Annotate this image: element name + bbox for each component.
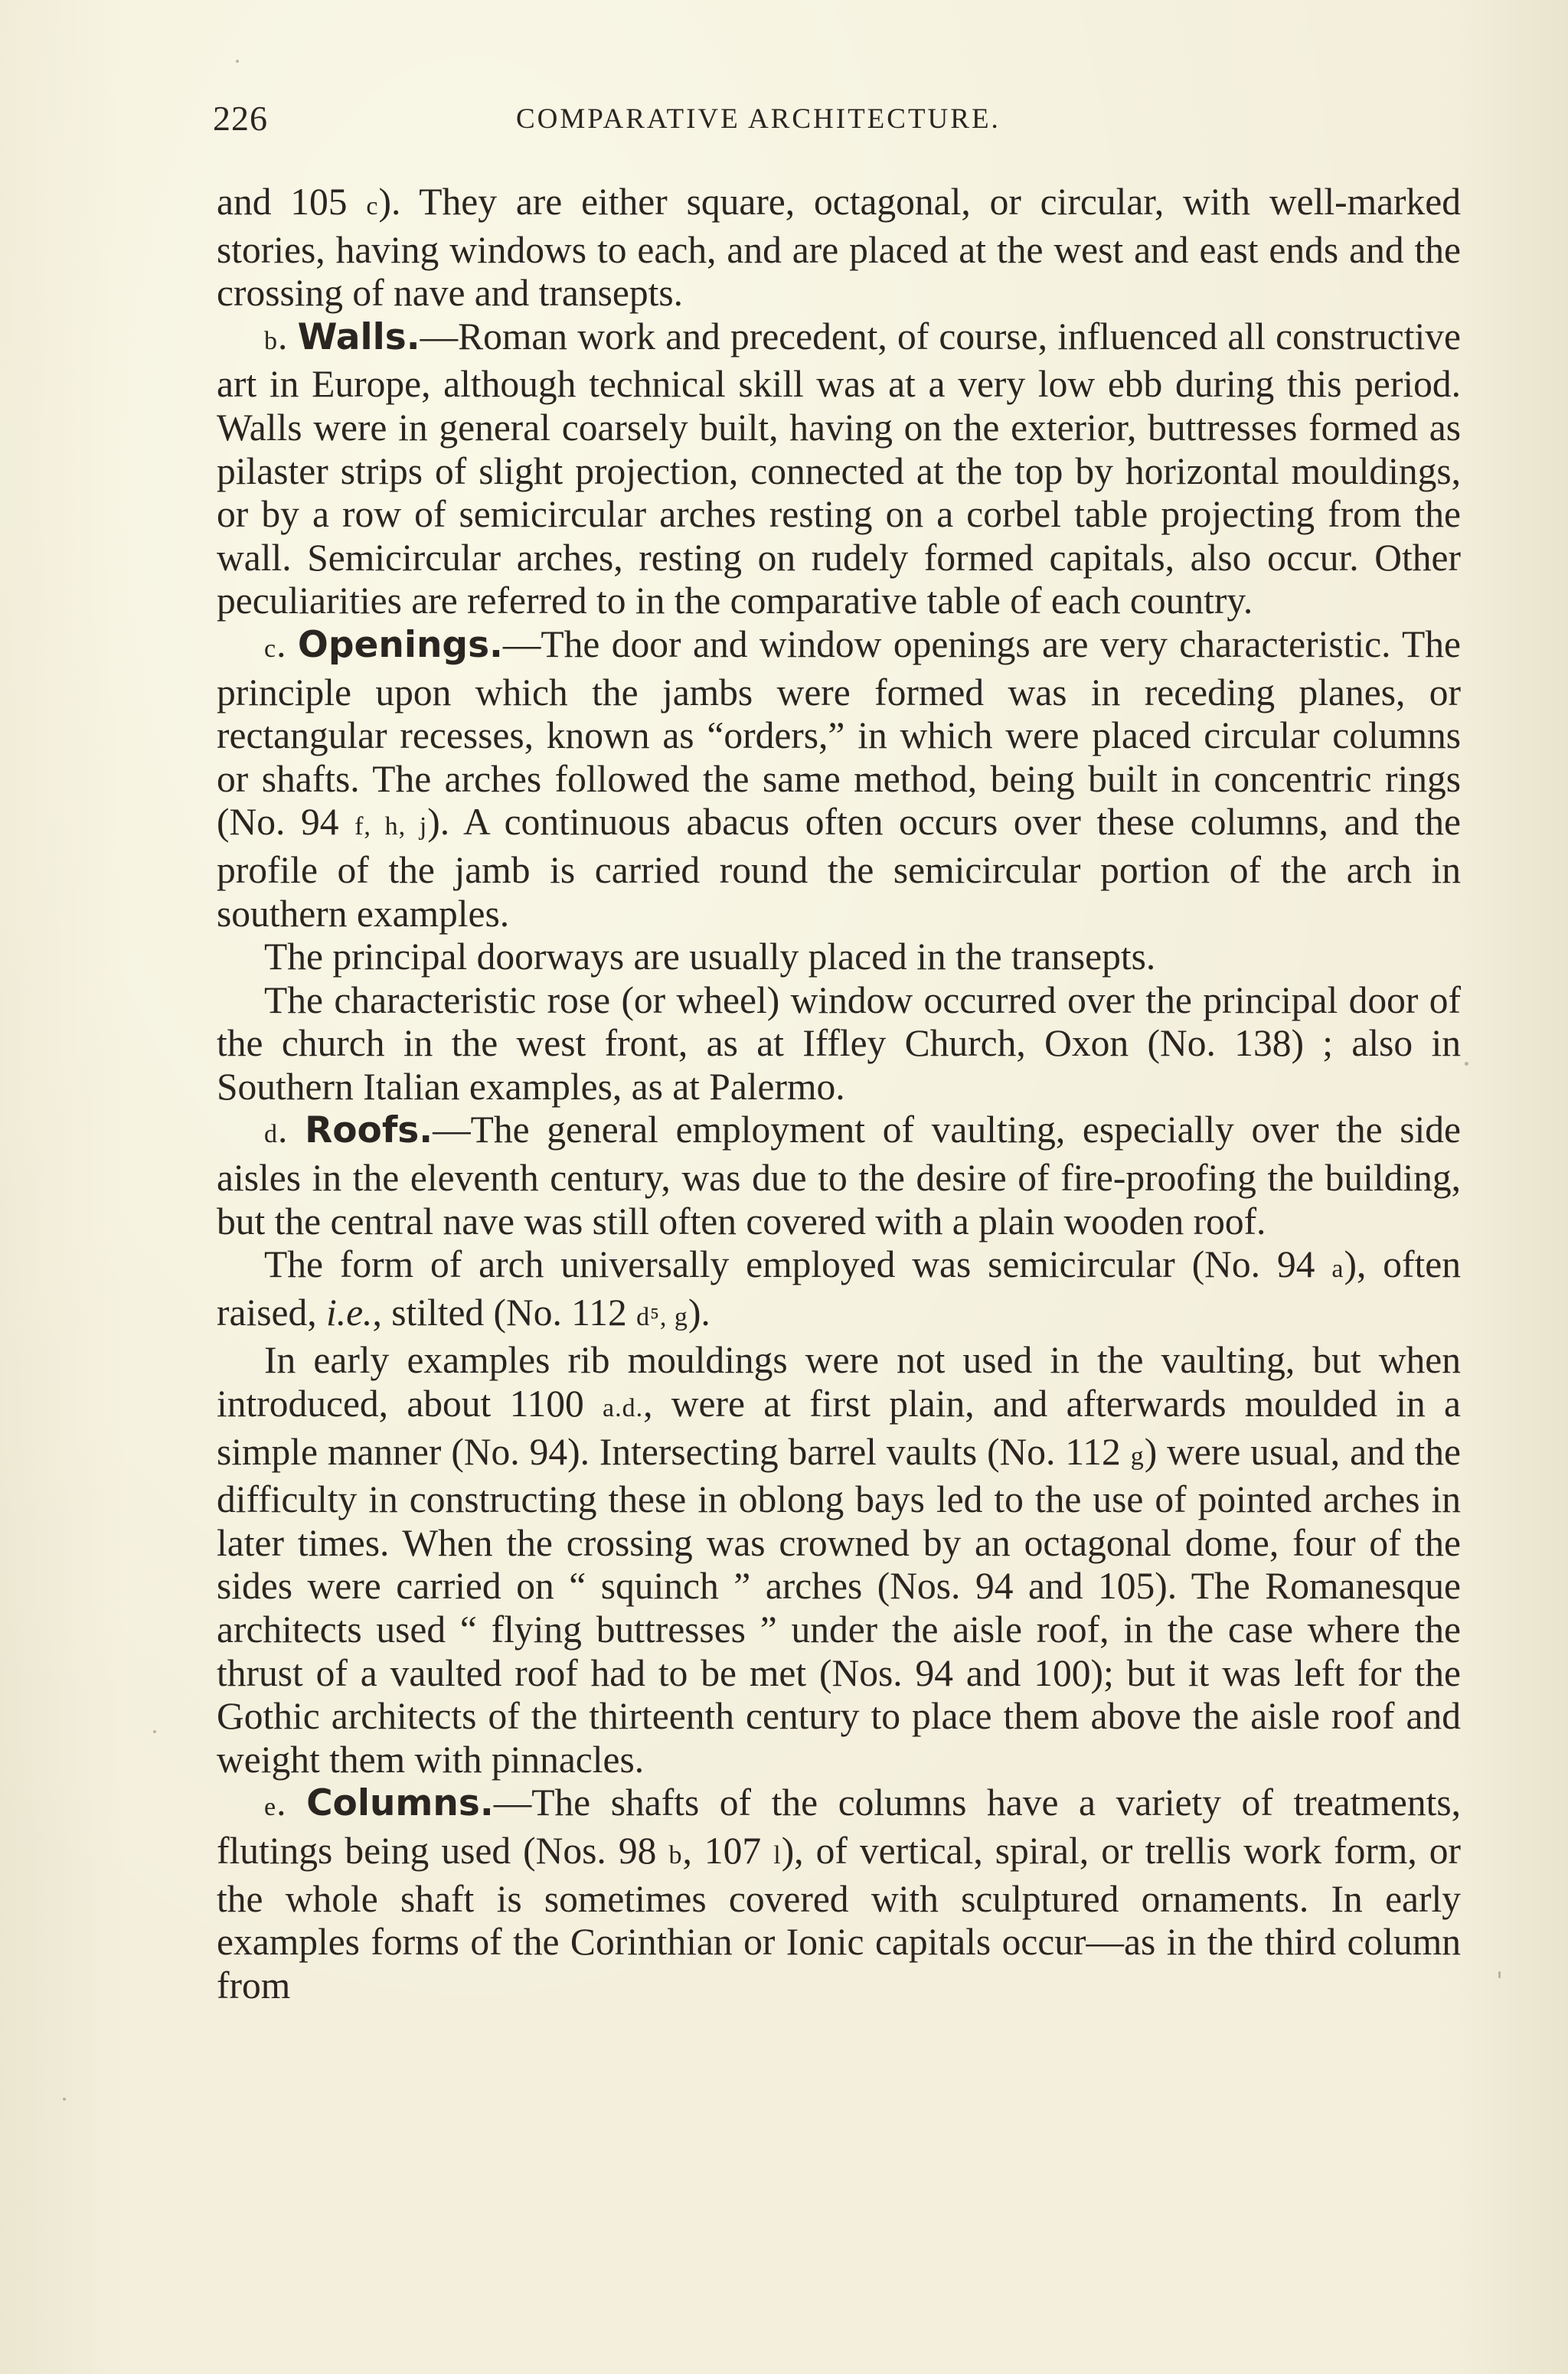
paragraph	[217, 1109, 1461, 1243]
text-run: —Roman work and precedent, of course, influenced all constructive art in Europe, although technical skill was at a very low ebb during this period. Walls were in general coarsely built, having on the exterior, buttresses formed as pilaster strips of slight projection, connected at the top by horizontal mouldings, or by a row of semicircular arches resting on a corbel table projecting from the wall. Semicircular arches, resting on rudely formed capitals, also occur. Other peculiarities are referred to in the comparative table of each country.	[217, 315, 1462, 622]
paragraph	[217, 979, 1461, 1109]
small-caps-text: e	[264, 1793, 277, 1822]
paragraph	[217, 936, 1461, 979]
small-caps-text: b	[264, 326, 278, 355]
text-run: The form of arch universally employed was semicircular (No. 94	[264, 1243, 1332, 1286]
text-run: and 105	[217, 181, 367, 223]
paragraph	[217, 181, 1461, 315]
paragraph	[217, 315, 1461, 623]
text-run: The principal doorways are usually placed in the transepts.	[264, 936, 1156, 978]
section-heading: Roofs.	[305, 1109, 433, 1152]
text-run: .	[278, 315, 298, 358]
small-caps-text: g	[1130, 1442, 1145, 1471]
text-run: ) were usual, and the difficulty in constructing these in oblong bays led to the use of pointed arches in later times. When the crossing was crowned by an octagonal dome, four of the sides were carried on “ squinch ” arches (Nos. 94 and 105). The Romanesque architects used “ flying buttresses ” under the aisle roof, in the case where the thrust of a vaulted roof had to be met (Nos. 94 and 100); but it was left for the Gothic architects of the thirteenth century to place them above the aisle roof and weight them with pinnacles.	[217, 1430, 1461, 1781]
small-caps-text: d	[264, 1120, 278, 1149]
paper-speck	[236, 60, 239, 63]
small-caps-text: c	[366, 192, 379, 220]
small-caps-text: l	[773, 1840, 782, 1869]
small-caps-text: f, h, j	[354, 812, 428, 841]
text-run: , stilted (No. 112	[372, 1291, 637, 1334]
section-heading: Columns.	[306, 1782, 494, 1825]
text-run: ). A continuous abacus often occurs over these columns, and the profile of the jamb is carried round the semicircular portion of the arch in southern examples.	[217, 801, 1461, 935]
small-caps-text: c	[264, 634, 277, 663]
running-title: COMPARATIVE ARCHITECTURE.	[516, 103, 1001, 135]
text-run: ). They are either square, octagonal, or circular, with well-marked stories, having windows to each, and are placed at the west and east ends and the crossing of nave and transepts.	[217, 181, 1461, 315]
small-caps-text: b	[668, 1840, 683, 1869]
text-run: , 107	[682, 1829, 774, 1872]
paragraph	[217, 623, 1461, 936]
paper-speck	[1498, 1971, 1501, 1978]
body-text	[217, 181, 1461, 2007]
paper-speck	[1465, 1062, 1468, 1066]
paper-speck	[63, 2098, 66, 2101]
page-number: 226	[213, 99, 268, 138]
small-caps-text: a	[1331, 1255, 1344, 1284]
text-run: .	[276, 622, 298, 665]
text-run: ).	[688, 1291, 710, 1334]
text-run: ), often raised,	[217, 1243, 1461, 1334]
text-run: ), of vertical, spiral, or trellis work form, or the whole shaft is sometimes covered with sculptured ornaments. In early examples forms of the Corinthian or Ionic capitals occur—as in the third column from	[217, 1829, 1462, 2007]
italic-text: i.e.	[325, 1291, 373, 1334]
section-heading: Openings.	[297, 623, 503, 666]
paragraph	[217, 1339, 1461, 1781]
section-heading: Walls.	[297, 315, 420, 358]
text-run: .	[278, 1109, 305, 1151]
text-run: In early examples rib mouldings were not used in the vaulting, but when introduced, about 1100	[217, 1339, 1461, 1425]
small-caps-text: d⁵, g	[636, 1302, 688, 1331]
text-run: —The shafts of the columns have a variety of treatments, flutings being used (Nos. 98	[217, 1781, 1461, 1872]
small-caps-text: a.d.	[603, 1394, 644, 1423]
running-head	[213, 98, 1461, 152]
text-run: —The door and window openings are very characteristic. The principle upon which the jambs were formed was in receding planes, or rectangular recesses, known as “orders,” in which were placed circular columns or shafts. The arches followed the same method, being built in concentric rings (No. 94	[217, 622, 1462, 844]
paragraph	[217, 1243, 1461, 1339]
text-run: , were at first plain, and afterwards moulded in a simple manner (No. 94). Intersecting barrel vaults (No. 112	[217, 1383, 1461, 1473]
text-run: .	[276, 1781, 307, 1824]
paper-speck	[153, 1730, 156, 1733]
text-run: —The general employment of vaulting, especially over the side aisles in the eleventh century, was due to the desire of fire-proofing the building, but the central nave was still often covered with a plain wooden roof.	[217, 1109, 1462, 1243]
text-run: The characteristic rose (or wheel) window occurred over the principal door of the church in the west front, as at Iffley Church, Oxon (No. 138) ; also in Southern Italian examples, as at Palermo.	[217, 978, 1461, 1108]
paragraph	[217, 1781, 1461, 2007]
